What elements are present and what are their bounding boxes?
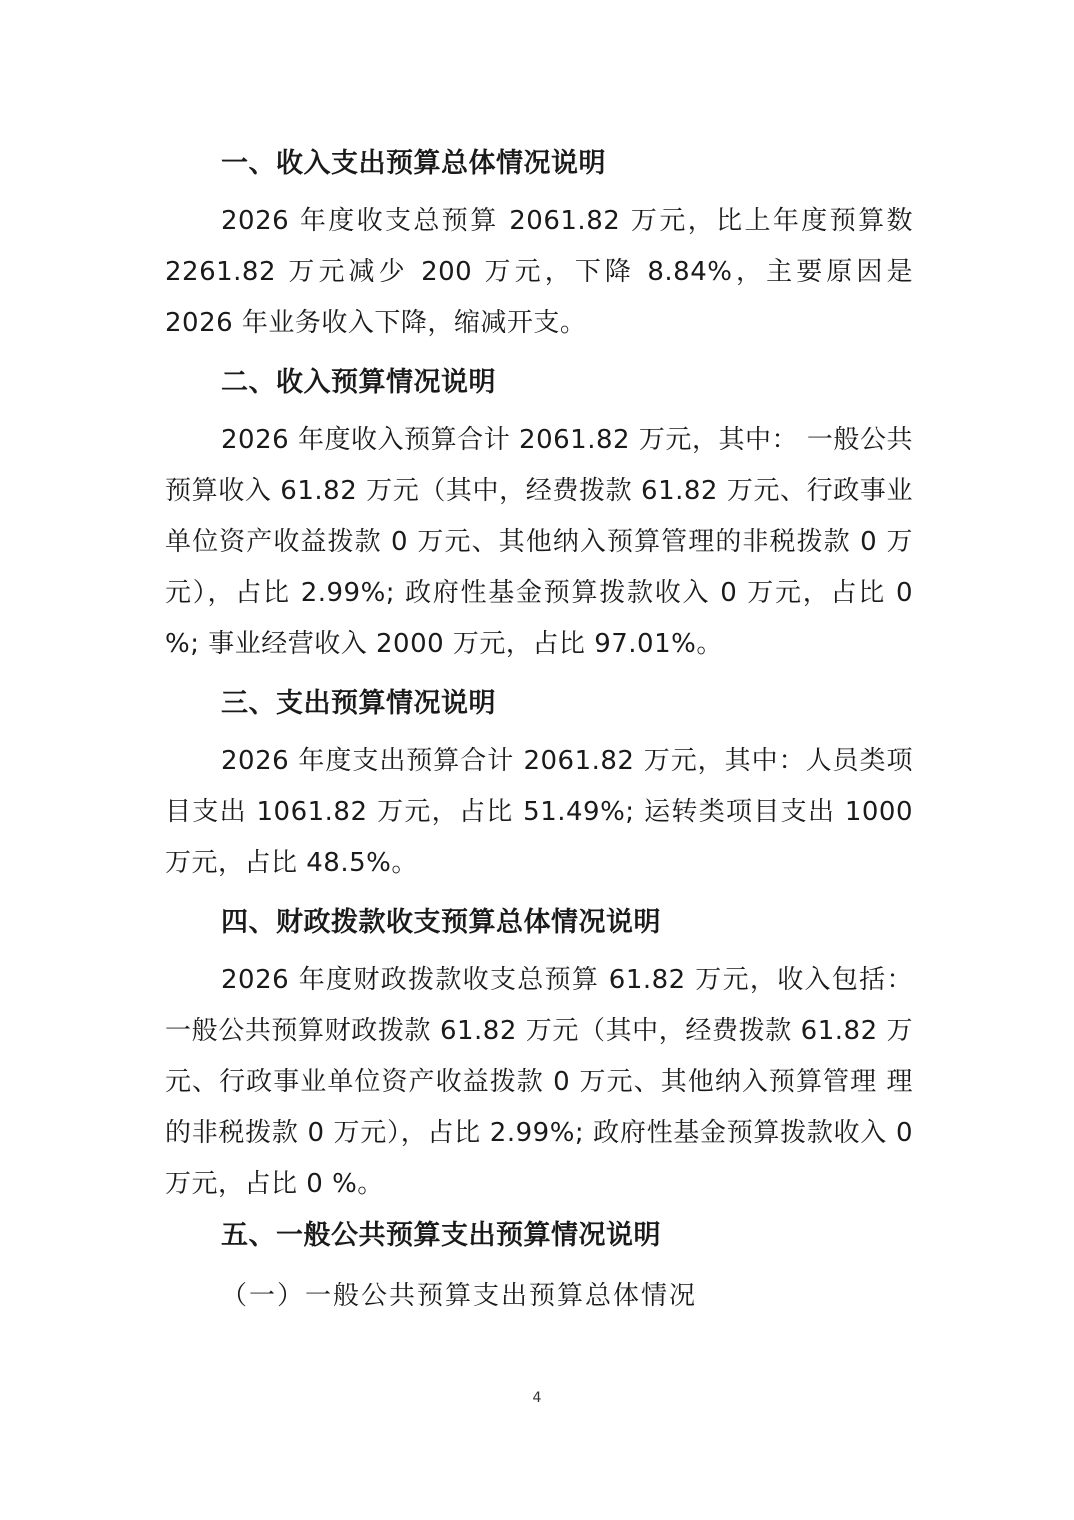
document-body	[165, 138, 913, 1322]
section-paragraph-3: 2026 年度支出预算合计 2061.82 万元，其中：人员类项目支出 1061.82 万元，占比 51.49%; 运转类项目支出 1000 万元，占比 48.5%。	[165, 746, 913, 878]
section-paragraph-4: 2026 年度财政拨款收支总预算 61.82 万元，收入包括：一般公共预算财政拨款 61.82 万元（其中，经费拨款 61.82 万元、行政事业单位资产收益拨款 0 万元、其他纳入预算管理 理的非税拨款 0 万元），占比 2.99%; 政府性基金预算拨款收入 0 万元，占比 0 %。	[165, 965, 913, 1199]
section-heading-1: 一、收入支出预算总体情况说明	[221, 148, 606, 179]
page-number: 4	[532, 1390, 542, 1406]
section-heading-4: 四、财政拨款收支预算总体情况说明	[221, 907, 661, 938]
section-heading-3: 三、支出预算情况说明	[221, 688, 496, 719]
section-paragraph-2: 2026 年度收入预算合计 2061.82 万元，其中： 一般公共预算收入 61.82 万元（其中，经费拨款 61.82 万元、行政事业单位资产收益拨款 0 万元、其他纳入预算管理的非税拨款 0 万元），占比 2.99%; 政府性基金预算拨款收入 0 万元，占比 0 %; 事业经营收入 2000 万元，占比 97.01%。	[165, 425, 913, 659]
section-heading-2: 二、收入预算情况说明	[221, 367, 496, 398]
subsection-heading: （一）一般公共预算支出预算总体情况	[221, 1281, 698, 1311]
section-heading-5: 五、一般公共预算支出预算情况说明	[221, 1220, 661, 1251]
section-paragraph-1: 2026 年度收支总预算 2061.82 万元，比上年度预算数 2261.82 万元减少 200 万元，下降 8.84%，主要原因是 2026 年业务收入下降，缩减开支。	[165, 206, 913, 338]
